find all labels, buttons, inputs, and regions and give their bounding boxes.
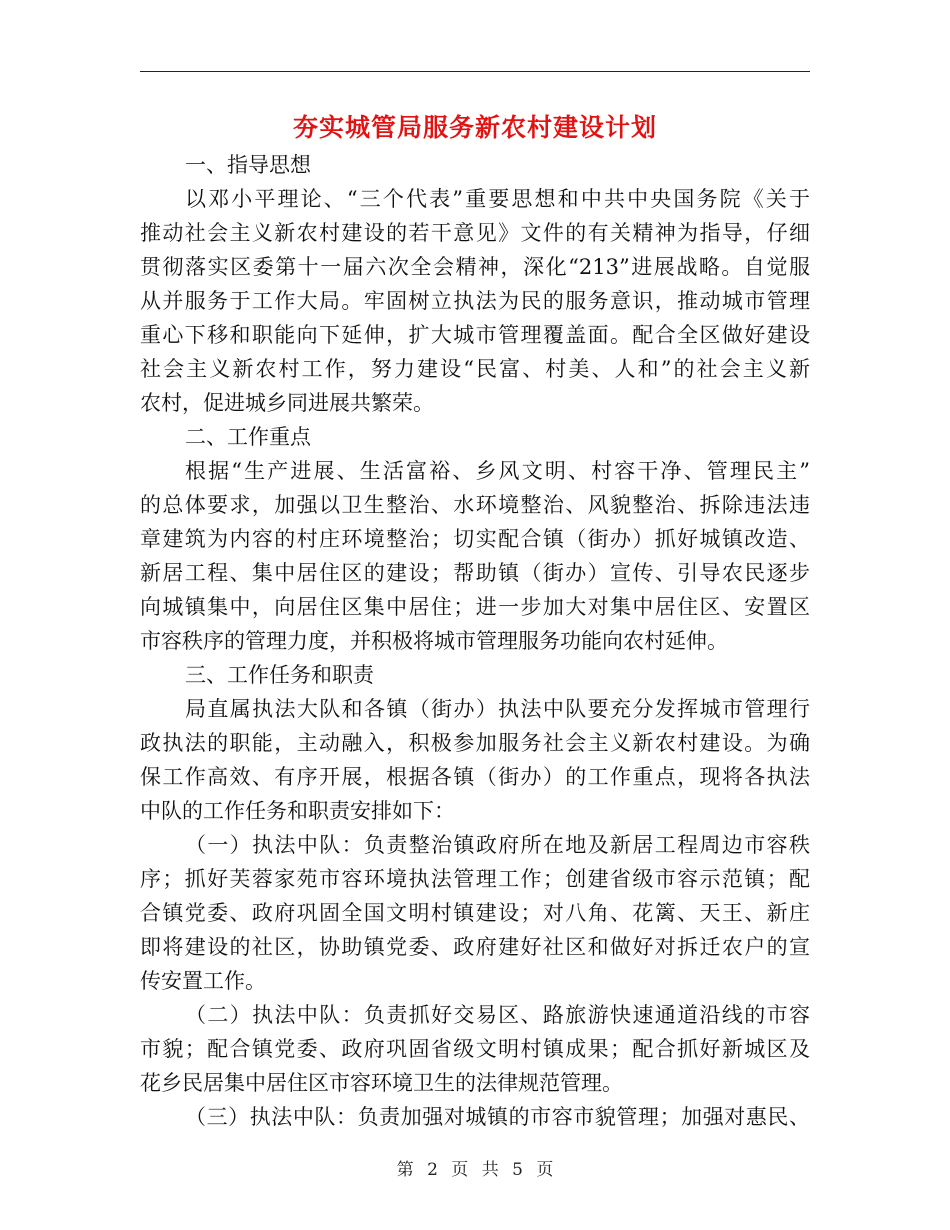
body-line: 传安置工作。 [140,969,266,993]
body-line: 政执法的职能，主动融入，积极参加服务社会主义新农村建设。为确 [140,731,810,755]
body-line: （二）执法中队：负责抓好交易区、路旅游快速通道沿线的市容 [185,1003,810,1027]
body-line: 保工作高效、有序开展，根据各镇（街办）的工作重点，现将各执法 [140,765,810,789]
body-line: 以邓小平理论、“三个代表”重要思想和中共中央国务院《关于 [185,187,810,211]
footer-page-total: 5 [512,1160,523,1180]
body-line: 市容秩序的管理力度，并积极将城市管理服务功能向农村延伸。 [140,629,728,653]
body-line: 序；抓好芙蓉家苑市容环境执法管理工作；创建省级市容示范镇；配 [140,867,810,891]
body-line: 从并服务于工作大局。牢固树立执法为民的服务意识，推动城市管理 [140,289,810,313]
document-body [140,148,810,1134]
footer-page-unit: 页 [451,1160,469,1180]
body-line: 中队的工作任务和职责安排如下： [140,799,455,823]
body-line: 农村，促进城乡同进展共繁荣。 [140,391,434,415]
body-line: 二、工作重点 [185,425,311,449]
body-line: 新居工程、集中居住区的建设；帮助镇（街办）宣传、引导农民逐步 [140,561,810,585]
body-line: 一、指导思想 [185,153,311,177]
body-line: 市貌；配合镇党委、政府巩固省级文明村镇成果；配合抓好新城区及 [140,1037,810,1061]
body-line: 局直属执法大队和各镇（街办）执法中队要充分发挥城市管理行 [185,697,810,721]
body-line: （三）执法中队：负责加强对城镇的市容市貌管理；加强对惠民、 [185,1105,810,1129]
body-line: 即将建设的社区，协助镇党委、政府建好社区和做好对拆迁农户的宣 [140,935,810,959]
body-line: 重心下移和职能向下延伸，扩大城市管理覆盖面。配合全区做好建设 [140,323,810,347]
body-line: 推动社会主义新农村建设的若干意见》文件的有关精神为指导，仔细 [140,221,810,245]
body-line: 向城镇集中，向居住区集中居住；进一步加大对集中居住区、安置区 [140,595,810,619]
header-rule [140,71,810,72]
document-title: 夯实城管局服务新农村建设计划 [292,113,657,142]
body-line: 根据“生产进展、生活富裕、乡风文明、村容干净、管理民主” [185,459,810,483]
body-line: 花乡民居集中居住区市容环境卫生的法律规范管理。 [140,1071,623,1095]
body-line: （一）执法中队：负责整治镇政府所在地及新居工程周边市容秩 [185,833,810,857]
body-line: 三、工作任务和职责 [185,663,374,687]
footer-total-unit: 页 [536,1160,554,1180]
footer-page-label: 第 [396,1160,414,1180]
body-line: 章建筑为内容的村庄环境整治；切实配合镇（街办）抓好城镇改造、 [140,527,810,551]
body-line: 的总体要求，加强以卫生整治、水环境整治、风貌整治、拆除违法违 [140,493,810,517]
body-line: 社会主义新农村工作，努力建设“民富、村美、人和”的社会主义新 [140,357,810,381]
body-line: 合镇党委、政府巩固全国文明村镇建设；对八角、花篱、天王、新庄 [140,901,810,925]
page-footer [0,1155,950,1180]
body-line: 贯彻落实区委第十一届六次全会精神，深化“213”进展战略。自觉服 [140,255,810,279]
footer-total-label: 共 [481,1160,499,1180]
footer-page-current: 2 [427,1160,438,1180]
